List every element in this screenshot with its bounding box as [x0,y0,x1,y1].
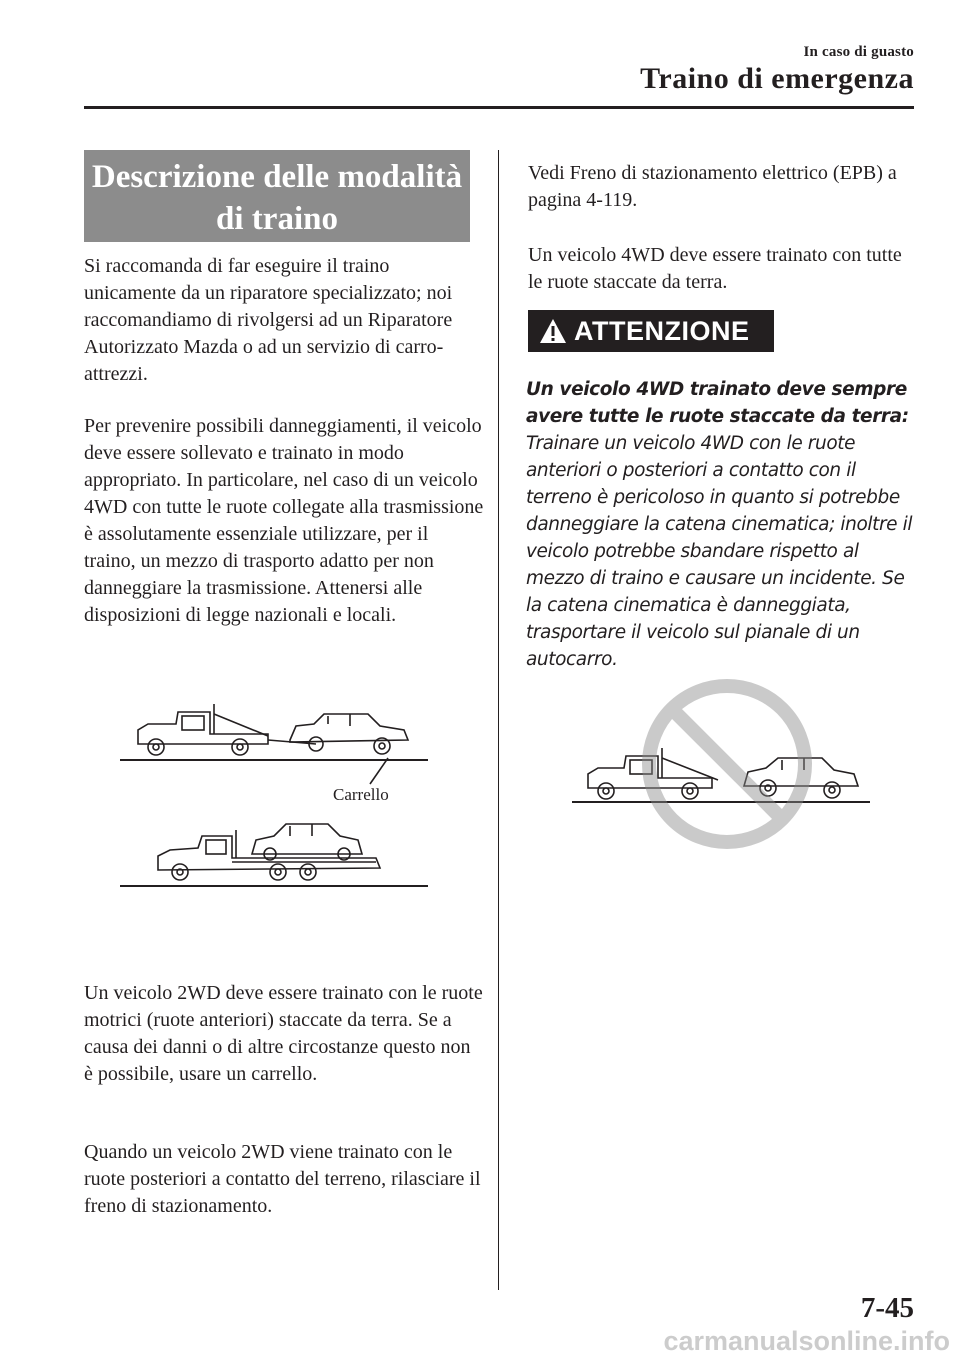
warning-text [526,376,916,673]
paragraph-prevention: Per prevenire possibili danneggiamenti, il veicolo deve essere sollevato e trainato in modo appropriato. In particolare, nel caso di un veicolo 4WD con tutte le ruote collegate alla trasmissione è assolutamente essenziale utilizzare, per il traino, un mezzo di trasporto adatto per non danneggiare la trasmissione. Attenersi alle disposizioni di legge nazionali e locali. [84,415,484,626]
paragraph-epb-reference: Vedi Freno di stazionamento elettrico (EPB) a pagina 4-119. [528,162,897,211]
warning-heading: Un veicolo 4WD trainato deve sempre avere tutte le ruote staccate da terra: [526,379,909,427]
section-heading [84,150,470,242]
figure-label-dolly: Carrello [333,785,389,804]
header-rule [84,106,914,109]
warning-triangle-icon [538,317,568,345]
section-heading-line1: Descrizione delle modalità [91,159,463,195]
section-heading-line2: di traino [216,201,338,237]
warning-body: Trainare un veicolo 4WD con le ruote anteriori o posteriori a contatto con il terreno è pericoloso in quanto si potrebbe danneggiare la catena cinematica; inoltre il veicolo potrebbe sbandare rispetto al mezzo di traino e causare un incidente. Se la catena cinematica è danneggiata, trasportare il veicolo sul pianale di un autocarro. [526,433,913,670]
header-section-label: In caso di guasto [803,44,914,60]
column-divider [498,150,499,1290]
paragraph-2wd-towing: Un veicolo 2WD deve essere trainato con le ruote motrici (ruote anteriori) staccate da terra. Se a causa dei danni o di altre circostanze questo non è possibile, usare un carrello. [84,982,483,1085]
page-number: 7-45 [860,1292,914,1324]
paragraph-2wd-parking-brake: Quando un veicolo 2WD viene trainato con le ruote posteriori a contatto del terreno, rilasciare il freno di stazionamento. [84,1141,481,1217]
towing-methods-figure [118,700,438,900]
watermark: carmanualsonline.info [663,1326,950,1356]
paragraph-4wd-towing: Un veicolo 4WD deve essere trainato con tutte le ruote staccate da terra. [528,244,902,293]
prohibited-towing-figure [572,676,872,856]
header-title: Traino di emergenza [640,62,914,95]
warning-badge-label: ATTENZIONE [574,315,750,346]
paragraph-intro: Si raccomanda di far eseguire il traino unicamente da un riparatore specializzato; noi raccomandiamo di rivolgersi ad un Riparatore Autorizzato Mazda o ad un servizio di carro-attrezzi. [84,255,453,385]
warning-badge [528,310,774,352]
